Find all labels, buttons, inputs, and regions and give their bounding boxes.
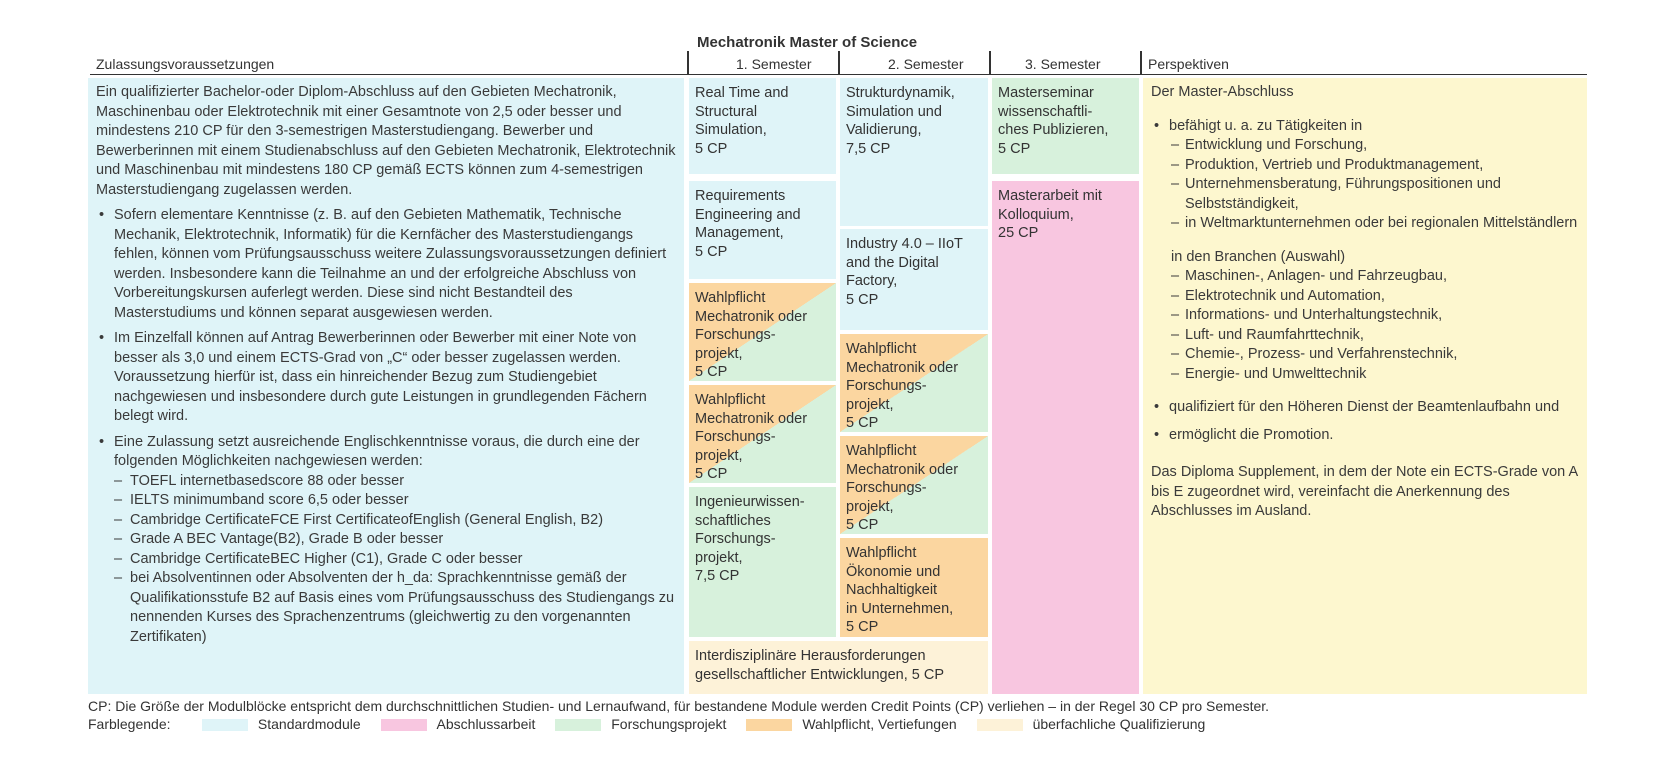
module-wahlpflicht-s2b: Wahlpflicht Mechatronik oder Forschungs- projekt, 5 CP [840, 436, 988, 534]
header-rule [90, 74, 1587, 75]
legend-item: Abschlussarbeit [436, 716, 536, 732]
english-option: – Cambridge CertificateFCE First CertificateofEnglish (General English, B2) [96, 511, 676, 531]
legend-item: Standardmodule [257, 716, 361, 732]
cp-note: CP: Die Größe der Modulblöcke entspricht dem durchschnittlichen Studien- und Lernaufwand, für bestandene Module werden Credit Points (CP) verliehen – in der Regel 30 CP pro Semester. [88, 698, 1270, 714]
legend-item: Forschungsprojekt [611, 716, 727, 732]
branch-item: – Luft- und Raumfahrttechnik, [1151, 326, 1579, 346]
perspectives-intro: Der Master-Abschluss [1151, 84, 1294, 100]
divider [687, 51, 689, 75]
perspectives-bullet: • qualifiziert für den Höheren Dienst der Beamtenlaufbahn und [1151, 398, 1579, 418]
admission-bullet: • Eine Zulassung setzt ausreichende Englischkenntnisse voraus, die durch eine der folgenden Möglichkeiten nachgewiesen werden: [96, 433, 676, 472]
branch-item: – Energie- und Umwelttechnik [1151, 365, 1579, 385]
legend-label: Farblegende: [88, 716, 171, 732]
module-masterseminar: Masterseminar wissenschaftli- ches Publizieren, 5 CP [992, 78, 1139, 174]
perspectives-closing: Das Diploma Supplement, in dem der Note ein ECTS-Grade von A bis E zugeordnet wird, vereinfacht die Anerkennung des Abschlusses im Ausland. [1151, 464, 1578, 519]
module-industry-4-0: Industry 4.0 – IIoT and the Digital Factory, 5 CP [840, 229, 988, 330]
divider [989, 51, 991, 75]
legend-swatch [202, 719, 248, 731]
branch-item: – Maschinen-, Anlagen- und Fahrzeugbau, [1151, 267, 1579, 287]
divider [1140, 51, 1142, 75]
module-strukturdynamik: Strukturdynamik, Simulation und Validierung, 7,5 CP [840, 78, 988, 226]
color-legend [88, 716, 1205, 732]
module-wahlpflicht-oekonomie: Wahlpflicht Ökonomie und Nachhaltigkeit in Unternehmen, 5 CP [840, 538, 988, 637]
module-real-time-structural-simulation: Real Time and Structural Simulation, 5 CP [689, 78, 836, 174]
module-masterarbeit: Masterarbeit mit Kolloquium, 25 CP [992, 181, 1139, 694]
header-semester-3: 3. Semester [1025, 56, 1101, 72]
branch-item: – Chemie-, Prozess- und Verfahrenstechnik, [1151, 345, 1579, 365]
module-interdisziplinaere-herausforderungen: Interdisziplinäre Herausforderungen gesellschaftlicher Entwicklungen, 5 CP [689, 641, 988, 694]
english-option: – TOEFL internetbasedscore 88 oder besser [96, 472, 676, 492]
activity-item: – Produktion, Vertrieb und Produktmanagement, [1151, 156, 1579, 176]
perspectives-bullet: • ermöglicht die Promotion. [1151, 426, 1579, 446]
english-option: – bei Absolventinnen oder Absolventen der h_da: Sprachkenntnisse gemäß der Qualifikationsstufe B2 auf Basis eines vom Prüfungsausschuss des Studiengangs zu nennenden Kurses des Sprachenzentrums (gleichwertig zu den vorgenannten Zertifikaten) [96, 569, 676, 647]
perspectives-panel [1143, 78, 1587, 694]
legend-swatch [555, 719, 601, 731]
module-requirements-engineering: Requirements Engineering and Management, 5 CP [689, 181, 836, 279]
english-option: – Cambridge CertificateBEC Higher (C1), Grade C oder besser [96, 550, 676, 570]
legend-item: überfachliche Qualifizierung [1032, 716, 1206, 732]
branches-label: in den Branchen (Auswahl) [1171, 248, 1346, 265]
header-semester-2: 2. Semester [888, 56, 964, 72]
legend-swatch [381, 719, 427, 731]
module-wahlpflicht-s2a: Wahlpflicht Mechatronik oder Forschungs- projekt, 5 CP [840, 334, 988, 432]
admission-panel [88, 78, 684, 694]
module-ingenieurwissenschaftliches-projekt: Ingenieurwissen- schaftliches Forschungs- projekt, 7,5 CP [689, 487, 836, 637]
branch-item: – Elektrotechnik und Automation, [1151, 287, 1579, 307]
header-admission: Zulassungsvoraussetzungen [96, 56, 275, 72]
activity-item: – Entwicklung und Forschung, [1151, 136, 1579, 156]
divider [838, 51, 840, 75]
legend-swatch [746, 719, 792, 731]
english-option: – IELTS minimumband score 6,5 oder besser [96, 491, 676, 511]
legend-swatch [977, 719, 1023, 731]
branch-item: – Informations- und Unterhaltungstechnik, [1151, 306, 1579, 326]
activity-item: – Unternehmensberatung, Führungspositionen und Selbstständigkeit, [1151, 175, 1579, 214]
module-wahlpflicht-s1b: Wahlpflicht Mechatronik oder Forschungs- projekt, 5 CP [689, 385, 836, 483]
activity-item: – in Weltmarktunternehmen oder bei regionalen Mittelständlern [1151, 214, 1579, 234]
english-option: – Grade A BEC Vantage(B2), Grade B oder besser [96, 530, 676, 550]
admission-bullet: • Sofern elementare Kenntnisse (z. B. auf den Gebieten Mathematik, Technische Mechanik, Elektrotechnik, Informatik) für die Kernfächer des Masterstudiengangs fehlen, können vom Prüfungsausschuss weitere Zulassungsvoraussetzungen definiert werden. Insbesondere kann die Teilnahme an und der erfolgreiche Abschluss von Vorbereitungskursen auferlegt werden. Diese sind nicht Bestandteil des Masterstudiums und können separat ausgewiesen werden. [96, 206, 676, 323]
admission-intro: Ein qualifizierter Bachelor-oder Diplom-Abschluss auf den Gebieten Mechatronik, Maschinenbau oder Elektrotechnik mit einer Gesamtnote von 2,5 oder besser und mindestens 210 CP für den 3-semestrigen Masterstudiengang. Bewerber und Bewerberinnen mit einem Studienabschluss auf den Gebieten Mechatronik, Elektrotechnik und Maschinenbau mit mindestens 180 CP gemäß ECTS können zum 4-semestrigen Masterstudiengang zugelassen werden. [96, 84, 676, 198]
perspectives-bullet: • befähigt u. a. zu Tätigkeiten in [1151, 117, 1579, 137]
legend-item: Wahlpflicht, Vertiefungen [802, 716, 957, 732]
header-semester-1: 1. Semester [736, 56, 812, 72]
program-title: Mechatronik Master of Science [697, 34, 918, 51]
module-wahlpflicht-s1a: Wahlpflicht Mechatronik oder Forschungs- projekt, 5 CP [689, 283, 836, 381]
header-perspectives: Perspektiven [1148, 56, 1229, 72]
admission-bullet: • Im Einzelfall können auf Antrag Bewerberinnen oder Bewerber mit einer Note von besser als 3,0 und einem ECTS-Grad von „C“ oder besser zugelassen werden. Voraussetzung hierfür ist, dass ein hinreichender Bezug zum Studiengebiet nachgewiesen und insbesondere durch gute Leistungen in grundlegenden Fächern belegt wird. [96, 329, 676, 427]
